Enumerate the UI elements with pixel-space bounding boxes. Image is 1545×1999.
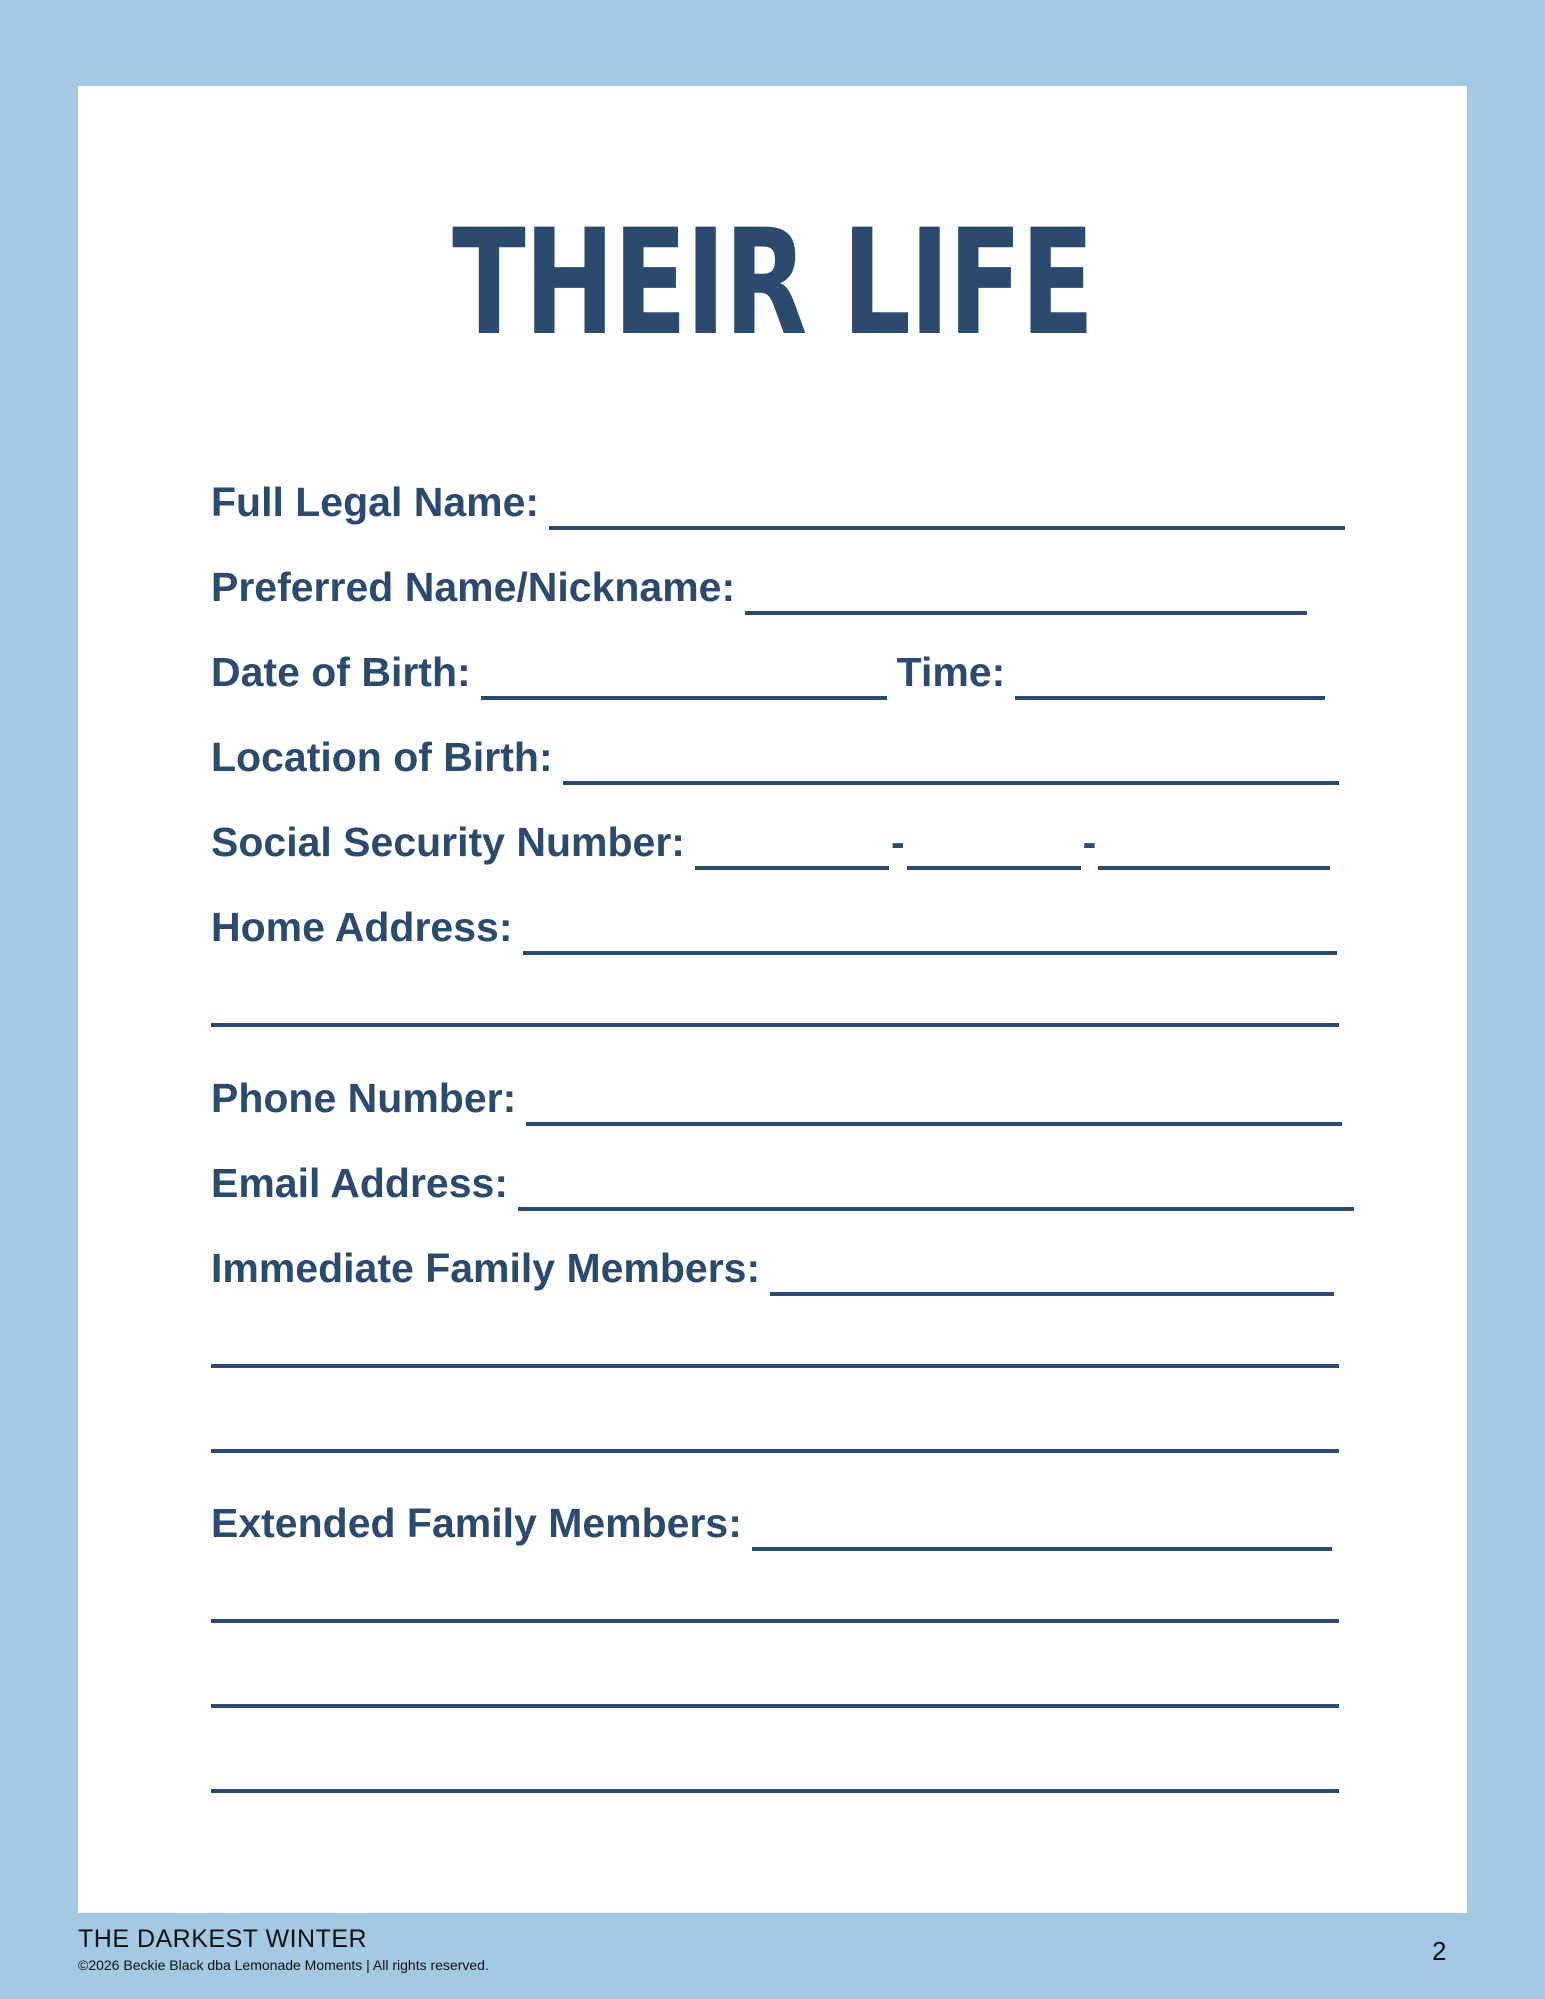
immediate-family-line-2[interactable]: [211, 1364, 1339, 1368]
ssn-separator-1: -: [890, 819, 905, 865]
home-address-blank[interactable]: [523, 921, 1337, 955]
full-legal-name-blank[interactable]: [549, 496, 1345, 530]
preferred-name-row: [211, 555, 1307, 615]
extended-family-label: Extended Family Members:: [211, 1500, 742, 1546]
preferred-name-label: Preferred Name/Nickname:: [211, 564, 736, 610]
home-address-row: [211, 895, 1337, 955]
extended-family-line-2[interactable]: [211, 1619, 1339, 1623]
ssn-part1-blank[interactable]: [695, 836, 889, 870]
ssn-part2-blank[interactable]: [907, 836, 1081, 870]
phone-number-label: Phone Number:: [211, 1075, 517, 1121]
extended-family-row: [211, 1491, 1332, 1551]
location-of-birth-row: [211, 725, 1339, 785]
phone-number-row: [211, 1066, 1342, 1126]
date-of-birth-blank[interactable]: [481, 666, 887, 700]
page-number: 2: [1432, 1936, 1447, 1966]
email-address-row: [211, 1151, 1354, 1211]
phone-number-blank[interactable]: [526, 1092, 1342, 1126]
home-address-continuation-line[interactable]: [211, 1023, 1339, 1027]
page-title: THEIR LIFE: [452, 198, 1093, 368]
immediate-family-row: [211, 1236, 1334, 1296]
time-blank[interactable]: [1015, 666, 1325, 700]
immediate-family-blank[interactable]: [770, 1262, 1334, 1296]
footer-copyright: ©2026 Beckie Black dba Lemonade Moments | All rights reserved.: [78, 1957, 489, 1973]
full-legal-name-row: [211, 470, 1345, 530]
extended-family-blank[interactable]: [752, 1517, 1332, 1551]
ssn-separator-2: -: [1082, 819, 1097, 865]
time-label: Time:: [896, 649, 1006, 695]
location-of-birth-label: Location of Birth:: [211, 734, 553, 780]
email-address-blank[interactable]: [518, 1177, 1354, 1211]
immediate-family-label: Immediate Family Members:: [211, 1245, 761, 1291]
ssn-label: Social Security Number:: [211, 819, 685, 865]
extended-family-line-3[interactable]: [211, 1704, 1339, 1708]
extended-family-line-4[interactable]: [211, 1789, 1339, 1793]
full-legal-name-label: Full Legal Name:: [211, 479, 540, 525]
ssn-part3-blank[interactable]: [1098, 836, 1330, 870]
date-of-birth-label: Date of Birth:: [211, 649, 471, 695]
immediate-family-line-3[interactable]: [211, 1449, 1339, 1453]
home-address-label: Home Address:: [211, 904, 513, 950]
footer-book-title: THE DARKEST WINTER: [78, 1925, 368, 1953]
preferred-name-blank[interactable]: [745, 581, 1307, 615]
email-address-label: Email Address:: [211, 1160, 508, 1206]
ssn-row: [211, 810, 1330, 870]
date-of-birth-row: [211, 640, 1325, 700]
location-of-birth-blank[interactable]: [563, 751, 1339, 785]
